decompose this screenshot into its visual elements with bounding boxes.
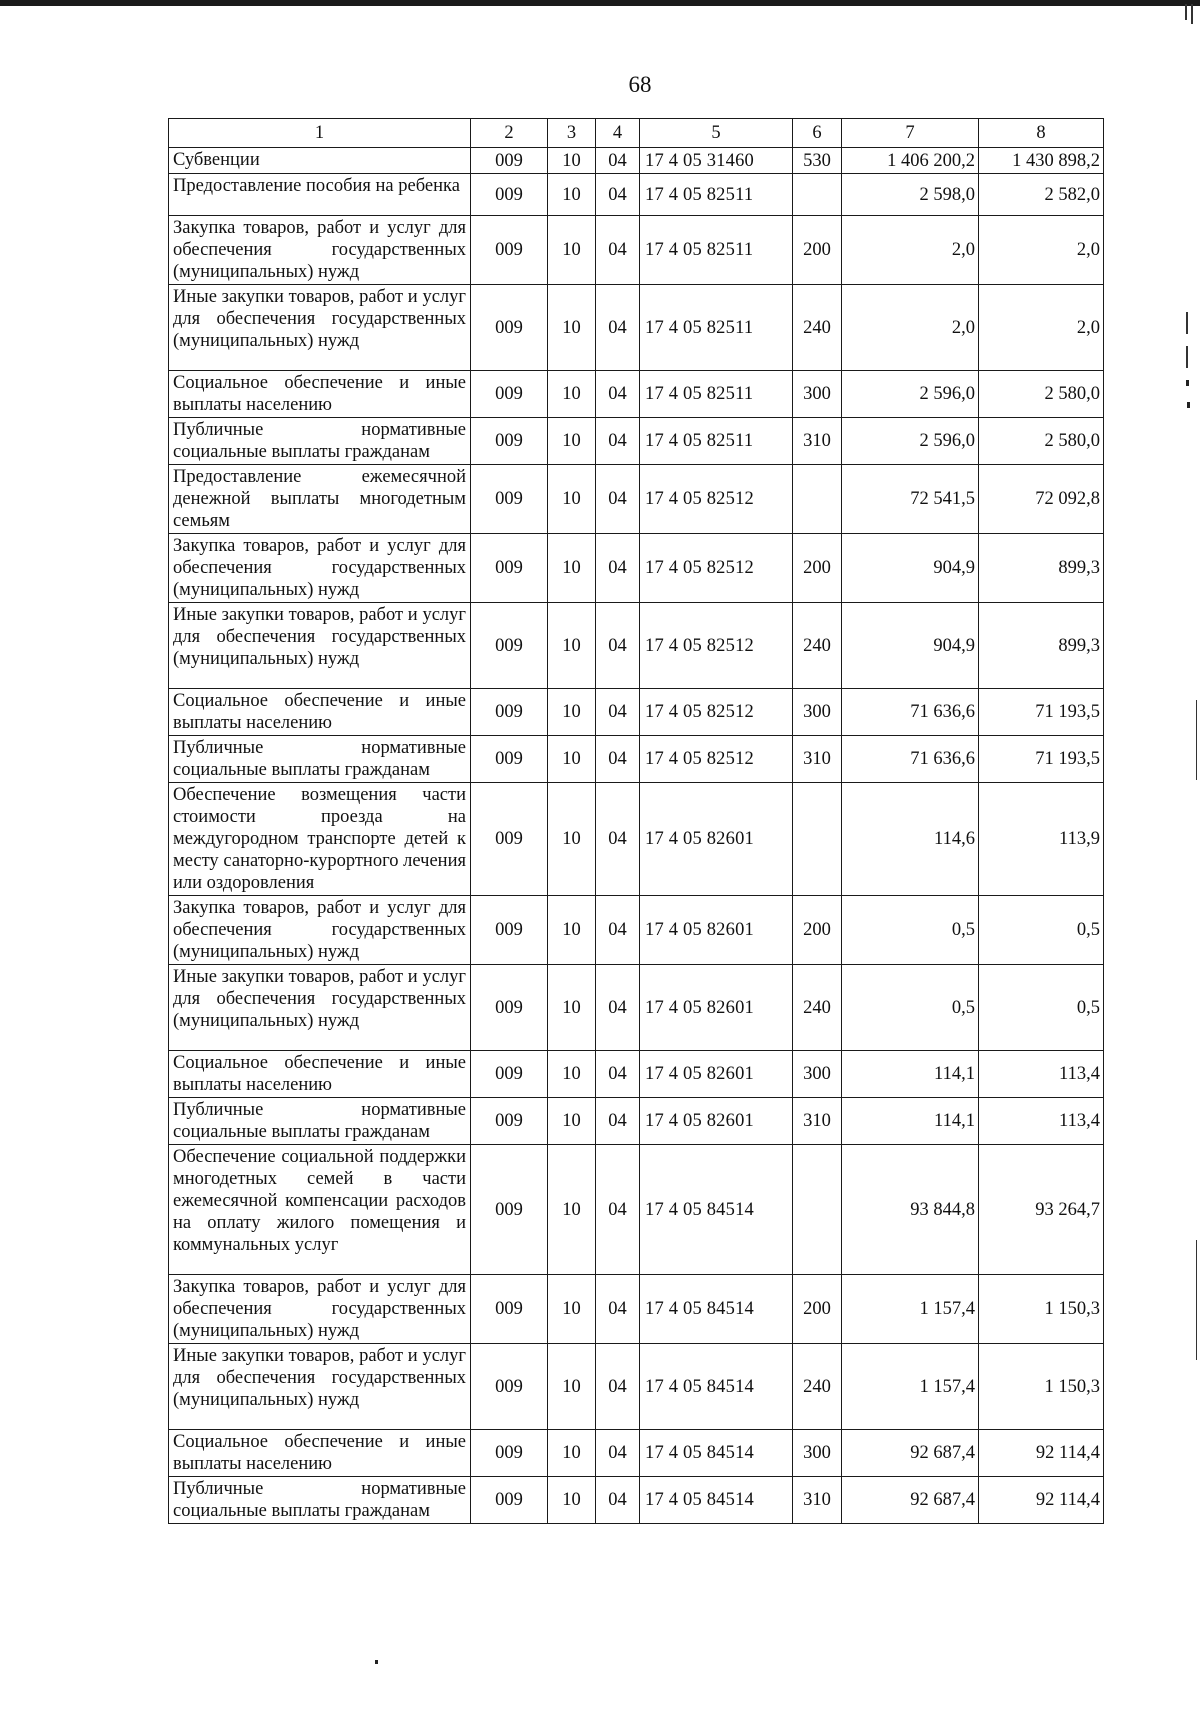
section-code-cell: 10 (548, 783, 596, 896)
expense-type-code-cell: 200 (793, 1275, 842, 1344)
amount-col-8-cell: 2 580,0 (979, 418, 1104, 465)
scan-top-edge (0, 0, 1200, 6)
amount-col-7-cell: 904,9 (842, 534, 979, 603)
amount-col-8-cell: 2,0 (979, 285, 1104, 371)
ministry-code-cell: 009 (471, 896, 548, 965)
page-number: 68 (628, 72, 652, 97)
ministry-code-cell: 009 (471, 1430, 548, 1477)
ministry-code-cell: 009 (471, 1477, 548, 1524)
subsection-code-cell: 04 (596, 148, 640, 174)
amount-col-7-cell: 904,9 (842, 603, 979, 689)
target-article-code-cell: 17 4 05 84514 (640, 1430, 793, 1477)
table-row (169, 783, 1104, 896)
section-code-cell: 10 (548, 534, 596, 603)
subsection-code-cell: 04 (596, 1430, 640, 1477)
scan-speck (1187, 402, 1190, 408)
amount-col-8-cell: 1 150,3 (979, 1275, 1104, 1344)
row-name-cell: Публичные нормативные социальные выплаты гражданам (169, 418, 471, 465)
ministry-code-cell: 009 (471, 1051, 548, 1098)
amount-col-7-cell: 71 636,6 (842, 689, 979, 736)
ministry-code-cell: 009 (471, 465, 548, 534)
subsection-code-cell: 04 (596, 603, 640, 689)
expense-type-code-cell (793, 1145, 842, 1275)
target-article-code-cell: 17 4 05 82601 (640, 965, 793, 1051)
row-name-cell: Закупка товаров, работ и услуг для обеспечения государственных (муниципальных) нужд (169, 216, 471, 285)
expense-type-code-cell (793, 465, 842, 534)
amount-col-8-cell: 92 114,4 (979, 1430, 1104, 1477)
table-row (169, 736, 1104, 783)
header-cell-1: 1 (169, 119, 471, 148)
target-article-code-cell: 17 4 05 82512 (640, 534, 793, 603)
header-cell-5: 5 (640, 119, 793, 148)
amount-col-7-cell: 1 157,4 (842, 1344, 979, 1430)
section-code-cell: 10 (548, 1344, 596, 1430)
expense-type-code-cell: 300 (793, 1051, 842, 1098)
amount-col-7-cell: 92 687,4 (842, 1477, 979, 1524)
table-row (169, 1051, 1104, 1098)
amount-col-8-cell: 1 150,3 (979, 1344, 1104, 1430)
section-code-cell: 10 (548, 1275, 596, 1344)
scan-speck (375, 1660, 378, 1664)
amount-col-7-cell: 2,0 (842, 216, 979, 285)
header-cell-3: 3 (548, 119, 596, 148)
expense-type-code-cell (793, 783, 842, 896)
scan-edge-mark (1196, 1240, 1197, 1360)
subsection-code-cell: 04 (596, 896, 640, 965)
scan-edge-mark (1196, 700, 1197, 780)
ministry-code-cell: 009 (471, 148, 548, 174)
table-row (169, 896, 1104, 965)
amount-col-8-cell: 0,5 (979, 896, 1104, 965)
row-name-cell: Социальное обеспечение и иные выплаты населению (169, 371, 471, 418)
expense-type-code-cell: 310 (793, 418, 842, 465)
row-name-cell: Публичные нормативные социальные выплаты гражданам (169, 736, 471, 783)
amount-col-8-cell: 113,4 (979, 1098, 1104, 1145)
amount-col-7-cell: 93 844,8 (842, 1145, 979, 1275)
row-name-cell: Иные закупки товаров, работ и услуг для обеспечения государственных (муниципальных) нужд (169, 603, 471, 689)
amount-col-8-cell: 71 193,5 (979, 736, 1104, 783)
table-row (169, 1477, 1104, 1524)
target-article-code-cell: 17 4 05 84514 (640, 1145, 793, 1275)
amount-col-8-cell: 899,3 (979, 534, 1104, 603)
header-cell-2: 2 (471, 119, 548, 148)
row-name-cell: Социальное обеспечение и иные выплаты населению (169, 1430, 471, 1477)
target-article-code-cell: 17 4 05 82511 (640, 285, 793, 371)
expense-type-code-cell: 300 (793, 1430, 842, 1477)
subsection-code-cell: 04 (596, 783, 640, 896)
amount-col-8-cell: 899,3 (979, 603, 1104, 689)
subsection-code-cell: 04 (596, 216, 640, 285)
target-article-code-cell: 17 4 05 31460 (640, 148, 793, 174)
row-name-cell: Обеспечение социальной поддержки многодетных семей в части ежемесячной компенсации расходов на оплату жилого помещения и коммунальных услуг (169, 1145, 471, 1275)
row-name-cell: Иные закупки товаров, работ и услуг для обеспечения государственных (муниципальных) нужд (169, 965, 471, 1051)
subsection-code-cell: 04 (596, 418, 640, 465)
section-code-cell: 10 (548, 1051, 596, 1098)
table-row (169, 689, 1104, 736)
subsection-code-cell: 04 (596, 1344, 640, 1430)
table-row (169, 465, 1104, 534)
header-cell-8: 8 (979, 119, 1104, 148)
target-article-code-cell: 17 4 05 82511 (640, 216, 793, 285)
expense-type-code-cell: 240 (793, 603, 842, 689)
amount-col-8-cell: 93 264,7 (979, 1145, 1104, 1275)
table-body (169, 148, 1104, 1524)
expense-type-code-cell: 530 (793, 148, 842, 174)
amount-col-8-cell: 72 092,8 (979, 465, 1104, 534)
row-name-cell: Публичные нормативные социальные выплаты гражданам (169, 1098, 471, 1145)
section-code-cell: 10 (548, 689, 596, 736)
ministry-code-cell: 009 (471, 1145, 548, 1275)
ministry-code-cell: 009 (471, 1275, 548, 1344)
target-article-code-cell: 17 4 05 82512 (640, 689, 793, 736)
amount-col-7-cell: 92 687,4 (842, 1430, 979, 1477)
table-row (169, 603, 1104, 689)
target-article-code-cell: 17 4 05 82512 (640, 603, 793, 689)
target-article-code-cell: 17 4 05 84514 (640, 1477, 793, 1524)
table-row (169, 285, 1104, 371)
ministry-code-cell: 009 (471, 783, 548, 896)
target-article-code-cell: 17 4 05 82512 (640, 465, 793, 534)
row-name-cell: Закупка товаров, работ и услуг для обеспечения государственных (муниципальных) нужд (169, 896, 471, 965)
row-name-cell: Предоставление пособия на ребенка (169, 174, 471, 216)
expense-type-code-cell: 240 (793, 965, 842, 1051)
expense-type-code-cell: 310 (793, 1477, 842, 1524)
ministry-code-cell: 009 (471, 418, 548, 465)
section-code-cell: 10 (548, 148, 596, 174)
ministry-code-cell: 009 (471, 736, 548, 783)
row-name-cell: Закупка товаров, работ и услуг для обеспечения государственных (муниципальных) нужд (169, 534, 471, 603)
table-row (169, 1430, 1104, 1477)
ministry-code-cell: 009 (471, 1098, 548, 1145)
section-code-cell: 10 (548, 1477, 596, 1524)
section-code-cell: 10 (548, 1145, 596, 1275)
budget-table (168, 118, 1104, 1524)
target-article-code-cell: 17 4 05 82511 (640, 174, 793, 216)
table-row (169, 148, 1104, 174)
row-name-cell: Субвенции (169, 148, 471, 174)
target-article-code-cell: 17 4 05 82512 (640, 736, 793, 783)
target-article-code-cell: 17 4 05 84514 (640, 1344, 793, 1430)
scan-edge-mark (1186, 346, 1188, 368)
subsection-code-cell: 04 (596, 689, 640, 736)
section-code-cell: 10 (548, 465, 596, 534)
expense-type-code-cell (793, 174, 842, 216)
table-row (169, 216, 1104, 285)
scan-edge-mark (1186, 312, 1188, 334)
expense-type-code-cell: 200 (793, 534, 842, 603)
subsection-code-cell: 04 (596, 465, 640, 534)
header-cell-6: 6 (793, 119, 842, 148)
ministry-code-cell: 009 (471, 965, 548, 1051)
amount-col-7-cell: 0,5 (842, 965, 979, 1051)
amount-col-8-cell: 1 430 898,2 (979, 148, 1104, 174)
table-row (169, 174, 1104, 216)
amount-col-7-cell: 2 598,0 (842, 174, 979, 216)
section-code-cell: 10 (548, 174, 596, 216)
ministry-code-cell: 009 (471, 216, 548, 285)
row-name-cell: Обеспечение возмещения части стоимости проезда на междугородном транспорте детей к месту санаторно-курортного лечения или оздоровления (169, 783, 471, 896)
amount-col-7-cell: 2 596,0 (842, 418, 979, 465)
ministry-code-cell: 009 (471, 1344, 548, 1430)
ministry-code-cell: 009 (471, 534, 548, 603)
target-article-code-cell: 17 4 05 82601 (640, 1098, 793, 1145)
target-article-code-cell: 17 4 05 84514 (640, 1275, 793, 1344)
header-cell-4: 4 (596, 119, 640, 148)
ministry-code-cell: 009 (471, 174, 548, 216)
ministry-code-cell: 009 (471, 689, 548, 736)
expense-type-code-cell: 310 (793, 736, 842, 783)
expense-type-code-cell: 240 (793, 285, 842, 371)
target-article-code-cell: 17 4 05 82511 (640, 418, 793, 465)
expense-type-code-cell: 310 (793, 1098, 842, 1145)
amount-col-7-cell: 114,6 (842, 783, 979, 896)
table-row (169, 371, 1104, 418)
table-row (169, 418, 1104, 465)
header-cell-7: 7 (842, 119, 979, 148)
amount-col-8-cell: 2 580,0 (979, 371, 1104, 418)
amount-col-8-cell: 2 582,0 (979, 174, 1104, 216)
amount-col-7-cell: 0,5 (842, 896, 979, 965)
subsection-code-cell: 04 (596, 736, 640, 783)
subsection-code-cell: 04 (596, 534, 640, 603)
section-code-cell: 10 (548, 1098, 596, 1145)
ministry-code-cell: 009 (471, 371, 548, 418)
ministry-code-cell: 009 (471, 603, 548, 689)
scan-edge-mark (1185, 4, 1187, 20)
target-article-code-cell: 17 4 05 82511 (640, 371, 793, 418)
subsection-code-cell: 04 (596, 1477, 640, 1524)
amount-col-8-cell: 113,4 (979, 1051, 1104, 1098)
section-code-cell: 10 (548, 603, 596, 689)
expense-type-code-cell: 200 (793, 896, 842, 965)
expense-type-code-cell: 240 (793, 1344, 842, 1430)
subsection-code-cell: 04 (596, 371, 640, 418)
scan-speck (1186, 380, 1189, 386)
amount-col-7-cell: 1 157,4 (842, 1275, 979, 1344)
scan-edge-mark (1191, 4, 1193, 24)
section-code-cell: 10 (548, 1430, 596, 1477)
table-row (169, 1344, 1104, 1430)
target-article-code-cell: 17 4 05 82601 (640, 783, 793, 896)
amount-col-8-cell: 2,0 (979, 216, 1104, 285)
subsection-code-cell: 04 (596, 174, 640, 216)
row-name-cell: Социальное обеспечение и иные выплаты населению (169, 1051, 471, 1098)
amount-col-7-cell: 114,1 (842, 1051, 979, 1098)
table-row (169, 1275, 1104, 1344)
amount-col-8-cell: 0,5 (979, 965, 1104, 1051)
subsection-code-cell: 04 (596, 1098, 640, 1145)
subsection-code-cell: 04 (596, 965, 640, 1051)
table-row (169, 1145, 1104, 1275)
section-code-cell: 10 (548, 216, 596, 285)
amount-col-7-cell: 72 541,5 (842, 465, 979, 534)
row-name-cell: Иные закупки товаров, работ и услуг для обеспечения государственных (муниципальных) нужд (169, 285, 471, 371)
section-code-cell: 10 (548, 965, 596, 1051)
amount-col-7-cell: 2 596,0 (842, 371, 979, 418)
table-row (169, 965, 1104, 1051)
amount-col-7-cell: 71 636,6 (842, 736, 979, 783)
section-code-cell: 10 (548, 285, 596, 371)
section-code-cell: 10 (548, 736, 596, 783)
row-name-cell: Иные закупки товаров, работ и услуг для обеспечения государственных (муниципальных) нужд (169, 1344, 471, 1430)
section-code-cell: 10 (548, 371, 596, 418)
row-name-cell: Социальное обеспечение и иные выплаты населению (169, 689, 471, 736)
table-row (169, 1098, 1104, 1145)
section-code-cell: 10 (548, 896, 596, 965)
amount-col-7-cell: 1 406 200,2 (842, 148, 979, 174)
amount-col-8-cell: 71 193,5 (979, 689, 1104, 736)
table-row (169, 534, 1104, 603)
ministry-code-cell: 009 (471, 285, 548, 371)
expense-type-code-cell: 300 (793, 689, 842, 736)
row-name-cell: Закупка товаров, работ и услуг для обеспечения государственных (муниципальных) нужд (169, 1275, 471, 1344)
target-article-code-cell: 17 4 05 82601 (640, 1051, 793, 1098)
subsection-code-cell: 04 (596, 285, 640, 371)
target-article-code-cell: 17 4 05 82601 (640, 896, 793, 965)
row-name-cell: Публичные нормативные социальные выплаты гражданам (169, 1477, 471, 1524)
expense-type-code-cell: 200 (793, 216, 842, 285)
subsection-code-cell: 04 (596, 1145, 640, 1275)
amount-col-8-cell: 113,9 (979, 783, 1104, 896)
section-code-cell: 10 (548, 418, 596, 465)
header-row (169, 119, 1104, 148)
row-name-cell: Предоставление ежемесячной денежной выплаты многодетным семьям (169, 465, 471, 534)
subsection-code-cell: 04 (596, 1275, 640, 1344)
amount-col-7-cell: 2,0 (842, 285, 979, 371)
subsection-code-cell: 04 (596, 1051, 640, 1098)
expense-type-code-cell: 300 (793, 371, 842, 418)
amount-col-8-cell: 92 114,4 (979, 1477, 1104, 1524)
amount-col-7-cell: 114,1 (842, 1098, 979, 1145)
